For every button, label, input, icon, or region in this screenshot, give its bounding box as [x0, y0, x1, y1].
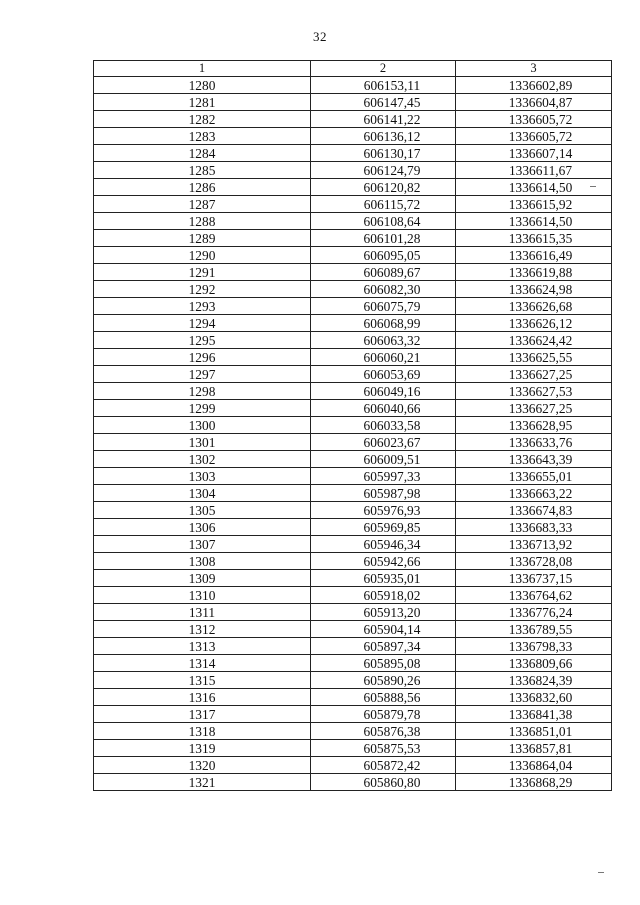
x-coordinate-cell: 606120,82: [311, 179, 456, 196]
table-row: [94, 281, 612, 298]
point-number-cell: 1299: [94, 400, 311, 417]
point-number-cell: 1319: [94, 740, 311, 757]
point-number-cell: 1285: [94, 162, 311, 179]
x-coordinate-cell: 605895,08: [311, 655, 456, 672]
point-number-cell: 1314: [94, 655, 311, 672]
y-coordinate-cell: 1336605,72: [456, 111, 612, 128]
table-row: [94, 655, 612, 672]
point-number-cell: 1305: [94, 502, 311, 519]
x-coordinate-cell: 605946,34: [311, 536, 456, 553]
x-coordinate-cell: 606089,67: [311, 264, 456, 281]
table-row: [94, 162, 612, 179]
y-coordinate-cell: 1336713,92: [456, 536, 612, 553]
scan-mark: [598, 872, 604, 873]
table-row: [94, 179, 612, 196]
table-row: [94, 485, 612, 502]
point-number-cell: 1301: [94, 434, 311, 451]
point-number-cell: 1302: [94, 451, 311, 468]
x-coordinate-cell: 606115,72: [311, 196, 456, 213]
point-number-cell: 1316: [94, 689, 311, 706]
y-coordinate-cell: 1336776,24: [456, 604, 612, 621]
point-number-cell: 1320: [94, 757, 311, 774]
table-row: [94, 536, 612, 553]
page-number: 32: [313, 29, 327, 44]
y-coordinate-cell: 1336663,22: [456, 485, 612, 502]
table-row: [94, 706, 612, 723]
y-coordinate-cell: 1336611,67: [456, 162, 612, 179]
y-coordinate-cell: 1336655,01: [456, 468, 612, 485]
table-row: [94, 196, 612, 213]
header-row: [94, 61, 612, 77]
y-coordinate-cell: 1336798,33: [456, 638, 612, 655]
x-coordinate-cell: 605876,38: [311, 723, 456, 740]
table-row: [94, 94, 612, 111]
table-row: [94, 672, 612, 689]
table-row: [94, 298, 612, 315]
x-coordinate-cell: 605987,98: [311, 485, 456, 502]
y-coordinate-cell: 1336626,68: [456, 298, 612, 315]
table-row: [94, 689, 612, 706]
x-coordinate-cell: 606053,69: [311, 366, 456, 383]
table-row: [94, 213, 612, 230]
x-coordinate-cell: 606153,11: [311, 77, 456, 94]
point-number-cell: 1292: [94, 281, 311, 298]
table-row: [94, 111, 612, 128]
x-coordinate-cell: 606009,51: [311, 451, 456, 468]
y-coordinate-cell: 1336868,29: [456, 774, 612, 791]
y-coordinate-cell: 1336605,72: [456, 128, 612, 145]
point-number-cell: 1286: [94, 179, 311, 196]
point-number-cell: 1293: [94, 298, 311, 315]
x-coordinate-cell: 606075,79: [311, 298, 456, 315]
y-coordinate-cell: 1336627,25: [456, 400, 612, 417]
x-coordinate-cell: 605969,85: [311, 519, 456, 536]
point-number-cell: 1311: [94, 604, 311, 621]
x-coordinate-cell: 606108,64: [311, 213, 456, 230]
point-number-cell: 1313: [94, 638, 311, 655]
x-coordinate-cell: 606141,22: [311, 111, 456, 128]
point-number-cell: 1315: [94, 672, 311, 689]
header-x-coordinate: 2: [311, 61, 456, 77]
x-coordinate-cell: 606147,45: [311, 94, 456, 111]
point-number-cell: 1297: [94, 366, 311, 383]
table-row: [94, 502, 612, 519]
table-row: [94, 247, 612, 264]
table-row: [94, 230, 612, 247]
x-coordinate-cell: 606082,30: [311, 281, 456, 298]
y-coordinate-cell: 1336824,39: [456, 672, 612, 689]
y-coordinate-cell: 1336615,92: [456, 196, 612, 213]
header-point-number: 1: [94, 61, 311, 77]
y-coordinate-cell: 1336614,50: [456, 179, 612, 196]
y-coordinate-cell: 1336841,38: [456, 706, 612, 723]
x-coordinate-cell: 605997,33: [311, 468, 456, 485]
y-coordinate-cell: 1336626,12: [456, 315, 612, 332]
table-row: [94, 621, 612, 638]
y-coordinate-cell: 1336683,33: [456, 519, 612, 536]
point-number-cell: 1291: [94, 264, 311, 281]
x-coordinate-cell: 605918,02: [311, 587, 456, 604]
y-coordinate-cell: 1336643,39: [456, 451, 612, 468]
x-coordinate-cell: 606095,05: [311, 247, 456, 264]
x-coordinate-cell: 605888,56: [311, 689, 456, 706]
y-coordinate-cell: 1336737,15: [456, 570, 612, 587]
point-number-cell: 1281: [94, 94, 311, 111]
table-row: [94, 553, 612, 570]
point-number-cell: 1280: [94, 77, 311, 94]
point-number-cell: 1303: [94, 468, 311, 485]
y-coordinate-cell: 1336851,01: [456, 723, 612, 740]
point-number-cell: 1298: [94, 383, 311, 400]
point-number-cell: 1306: [94, 519, 311, 536]
table-row: [94, 570, 612, 587]
table-row: [94, 740, 612, 757]
table-row: [94, 774, 612, 791]
table-row: [94, 332, 612, 349]
table-row: [94, 383, 612, 400]
x-coordinate-cell: 605897,34: [311, 638, 456, 655]
point-number-cell: 1310: [94, 587, 311, 604]
y-coordinate-cell: 1336624,42: [456, 332, 612, 349]
y-coordinate-cell: 1336616,49: [456, 247, 612, 264]
x-coordinate-cell: 606101,28: [311, 230, 456, 247]
y-coordinate-cell: 1336789,55: [456, 621, 612, 638]
table-row: [94, 587, 612, 604]
point-number-cell: 1300: [94, 417, 311, 434]
table-row: [94, 468, 612, 485]
y-coordinate-cell: 1336809,66: [456, 655, 612, 672]
table-body: [94, 77, 612, 791]
x-coordinate-cell: 605872,42: [311, 757, 456, 774]
y-coordinate-cell: 1336627,53: [456, 383, 612, 400]
point-number-cell: 1308: [94, 553, 311, 570]
x-coordinate-cell: 606063,32: [311, 332, 456, 349]
point-number-cell: 1294: [94, 315, 311, 332]
table-row: [94, 128, 612, 145]
table-row: [94, 723, 612, 740]
y-coordinate-cell: 1336614,50: [456, 213, 612, 230]
table-row: [94, 519, 612, 536]
point-number-cell: 1290: [94, 247, 311, 264]
point-number-cell: 1295: [94, 332, 311, 349]
y-coordinate-cell: 1336602,89: [456, 77, 612, 94]
point-number-cell: 1304: [94, 485, 311, 502]
x-coordinate-cell: 605942,66: [311, 553, 456, 570]
y-coordinate-cell: 1336625,55: [456, 349, 612, 366]
x-coordinate-cell: 606033,58: [311, 417, 456, 434]
y-coordinate-cell: 1336674,83: [456, 502, 612, 519]
x-coordinate-cell: 605935,01: [311, 570, 456, 587]
point-number-cell: 1296: [94, 349, 311, 366]
table-row: [94, 349, 612, 366]
point-number-cell: 1288: [94, 213, 311, 230]
table-row: [94, 417, 612, 434]
point-number-cell: 1318: [94, 723, 311, 740]
table-row: [94, 77, 612, 94]
y-coordinate-cell: 1336832,60: [456, 689, 612, 706]
table-row: [94, 145, 612, 162]
x-coordinate-cell: 606068,99: [311, 315, 456, 332]
point-number-cell: 1317: [94, 706, 311, 723]
x-coordinate-cell: 606136,12: [311, 128, 456, 145]
x-coordinate-cell: 606023,67: [311, 434, 456, 451]
x-coordinate-cell: 605890,26: [311, 672, 456, 689]
point-number-cell: 1321: [94, 774, 311, 791]
table-row: [94, 451, 612, 468]
point-number-cell: 1283: [94, 128, 311, 145]
x-coordinate-cell: 606130,17: [311, 145, 456, 162]
y-coordinate-cell: 1336764,62: [456, 587, 612, 604]
point-number-cell: 1284: [94, 145, 311, 162]
point-number-cell: 1289: [94, 230, 311, 247]
header-y-coordinate: 3: [456, 61, 612, 77]
y-coordinate-cell: 1336627,25: [456, 366, 612, 383]
coordinates-table: [93, 60, 612, 791]
table-row: [94, 315, 612, 332]
x-coordinate-cell: 605904,14: [311, 621, 456, 638]
y-coordinate-cell: 1336624,98: [456, 281, 612, 298]
point-number-cell: 1312: [94, 621, 311, 638]
y-coordinate-cell: 1336728,08: [456, 553, 612, 570]
x-coordinate-cell: 605875,53: [311, 740, 456, 757]
point-number-cell: 1309: [94, 570, 311, 587]
y-coordinate-cell: 1336628,95: [456, 417, 612, 434]
table-row: [94, 366, 612, 383]
point-number-cell: 1282: [94, 111, 311, 128]
x-coordinate-cell: 606060,21: [311, 349, 456, 366]
y-coordinate-cell: 1336864,04: [456, 757, 612, 774]
table-row: [94, 604, 612, 621]
y-coordinate-cell: 1336857,81: [456, 740, 612, 757]
x-coordinate-cell: 605879,78: [311, 706, 456, 723]
table-row: [94, 434, 612, 451]
table-row: [94, 264, 612, 281]
x-coordinate-cell: 606124,79: [311, 162, 456, 179]
x-coordinate-cell: 606049,16: [311, 383, 456, 400]
point-number-cell: 1307: [94, 536, 311, 553]
x-coordinate-cell: 606040,66: [311, 400, 456, 417]
point-number-cell: 1287: [94, 196, 311, 213]
x-coordinate-cell: 605860,80: [311, 774, 456, 791]
scan-mark: [590, 186, 596, 187]
x-coordinate-cell: 605976,93: [311, 502, 456, 519]
table-row: [94, 757, 612, 774]
y-coordinate-cell: 1336615,35: [456, 230, 612, 247]
table-row: [94, 638, 612, 655]
x-coordinate-cell: 605913,20: [311, 604, 456, 621]
y-coordinate-cell: 1336607,14: [456, 145, 612, 162]
table-row: [94, 400, 612, 417]
y-coordinate-cell: 1336604,87: [456, 94, 612, 111]
y-coordinate-cell: 1336619,88: [456, 264, 612, 281]
y-coordinate-cell: 1336633,76: [456, 434, 612, 451]
